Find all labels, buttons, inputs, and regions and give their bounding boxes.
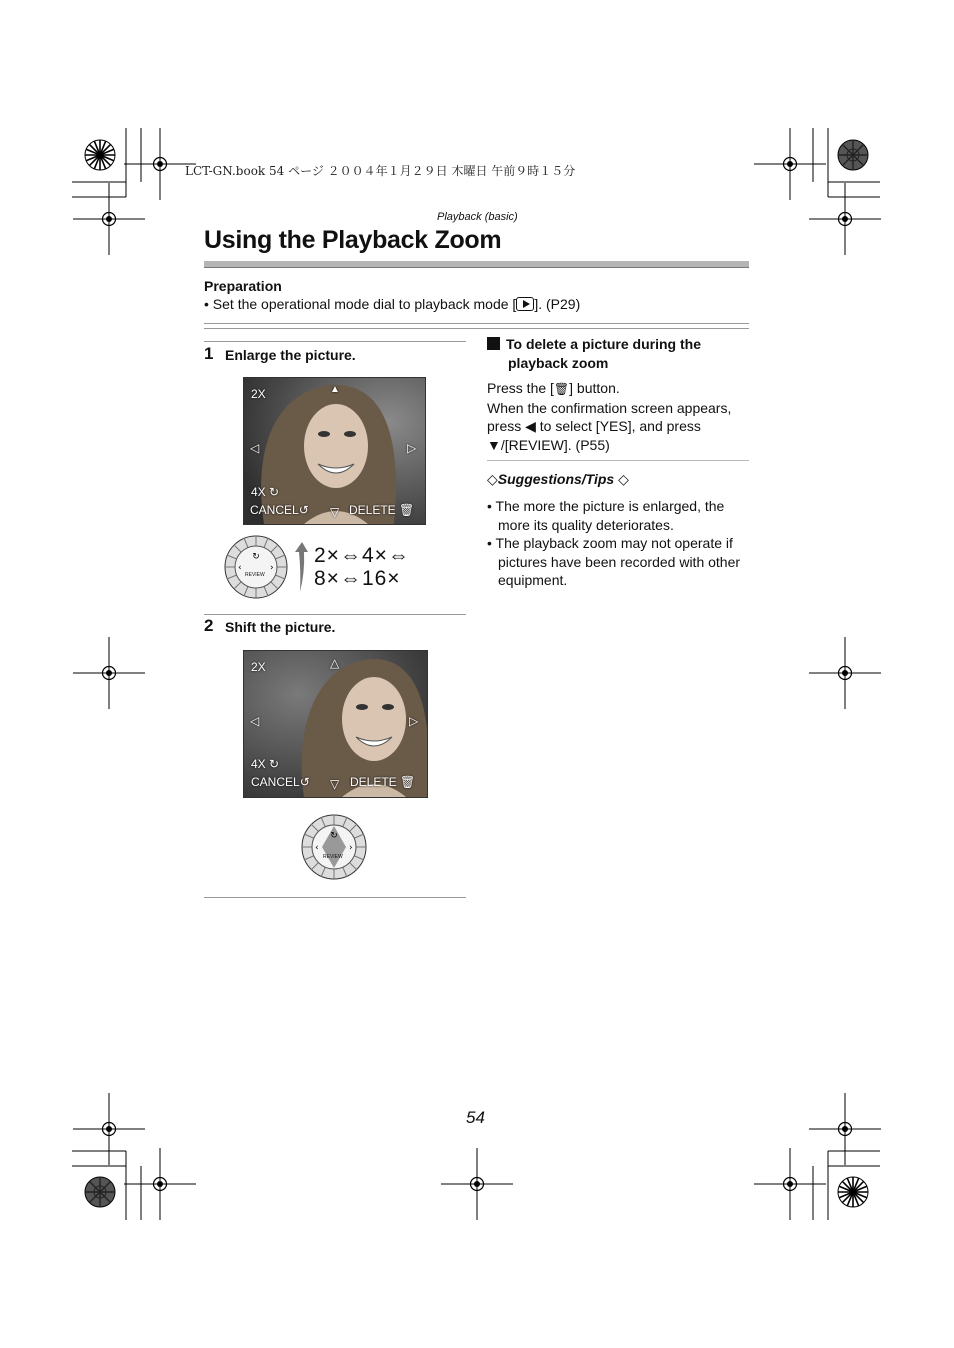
cancel-label — [251, 775, 310, 789]
delete-heading-line2: playback zoom — [508, 355, 609, 371]
step-number: 2 — [204, 616, 214, 635]
title-bar — [204, 261, 749, 268]
tips-list — [487, 497, 749, 590]
tip-item: • The more the picture is enlarged, the more its quality deteriorates. — [487, 498, 725, 533]
lcd-screen-shifted — [243, 650, 428, 798]
dial-review-label: REVIEW — [245, 572, 265, 578]
divider — [204, 328, 749, 329]
zoom-level: 2X — [251, 660, 266, 674]
arrow-left-icon: ◁ — [250, 441, 260, 455]
delete-label — [349, 503, 414, 517]
zoom-arrow-icon — [295, 542, 309, 592]
step-text: Enlarge the picture. — [225, 347, 356, 363]
delete-heading-line1 — [487, 335, 749, 354]
rotate-icon: ↺ — [298, 503, 309, 517]
svg-text:‹: ‹ — [315, 843, 319, 853]
svg-text:↻: ↻ — [330, 831, 338, 841]
preparation-text-after: ]. (P29) — [534, 296, 581, 312]
zoom-sequence-line2: 8×⇔16× — [314, 567, 401, 590]
svg-text:↻: ↻ — [252, 552, 260, 562]
arrow-right-icon: ▷ — [407, 441, 417, 455]
delete-line1-after: ] button. — [569, 380, 620, 396]
svg-text:›: › — [349, 843, 353, 853]
delete-line1-before: Press the [ — [487, 380, 554, 396]
tips-heading-text: Suggestions/Tips — [497, 471, 615, 487]
lower-zoom-level — [251, 485, 279, 499]
tips-heading — [487, 471, 629, 488]
delete-line3: press ◀ to select [YES], and press — [487, 418, 701, 434]
step-number: 1 — [204, 344, 214, 363]
lower-zoom-level — [251, 757, 279, 771]
preparation-text — [204, 296, 580, 312]
arrow-up-icon: ▲ — [330, 384, 340, 395]
svg-text:‹: ‹ — [238, 563, 242, 573]
arrow-left-icon: ◁ — [250, 714, 260, 728]
delete-text: DELETE — [349, 503, 396, 517]
page-title: Using the Playback Zoom — [204, 226, 502, 254]
step-text: Shift the picture. — [225, 619, 336, 635]
delete-heading — [487, 335, 749, 373]
lower-zoom-text: 4X — [251, 757, 266, 771]
arrow-down-icon: ▽ — [330, 505, 340, 519]
rotate-icon: ↺ — [299, 775, 310, 789]
printer-info-line: LCT-GN.book 54 ページ ２００４年１月２９日 木曜日 午前９時１５分 — [185, 164, 576, 178]
delete-line2: When the confirmation screen appears, — [487, 399, 732, 416]
delete-label — [350, 775, 415, 789]
trash-icon: 🗑 — [400, 775, 416, 789]
tip-item: • The playback zoom may not operate if pictures have been recorded with other equipment. — [487, 535, 741, 588]
delete-instructions — [487, 379, 749, 454]
preparation-text-before: • Set the operational mode dial to playback mode [ — [204, 296, 517, 312]
cancel-text: CANCEL — [251, 775, 300, 789]
arrow-right-icon: ▷ — [409, 714, 419, 728]
bullet-square-icon — [487, 337, 500, 350]
rotate-icon: ↻ — [269, 485, 280, 499]
cancel-label — [250, 503, 309, 517]
delete-line1 — [487, 379, 749, 399]
delete-line4: ▼/[REVIEW]. (P55) — [487, 436, 610, 453]
trash-icon: 🗑 — [553, 382, 570, 396]
step-divider — [204, 341, 466, 342]
dial-review-label: REVIEW — [323, 854, 343, 860]
divider — [204, 323, 749, 324]
diamond-icon: ◇ — [618, 471, 629, 487]
delete-heading-text: To delete a picture during the — [506, 336, 701, 352]
divider — [487, 460, 749, 461]
divider — [204, 897, 466, 898]
arrow-up-icon: △ — [330, 656, 340, 670]
preparation-heading: Preparation — [204, 278, 282, 294]
delete-text: DELETE — [350, 775, 397, 789]
playback-icon — [516, 297, 534, 311]
trash-icon: 🗑 — [399, 503, 415, 517]
section-label: Playback (basic) — [437, 211, 518, 223]
diamond-icon: ◇ — [487, 471, 498, 487]
zoom-level: 2X — [251, 387, 266, 401]
cancel-text: CANCEL — [250, 503, 299, 517]
svg-text:›: › — [270, 563, 274, 573]
dial-icon — [224, 535, 288, 599]
step-divider — [204, 614, 466, 615]
arrow-down-icon: ▽ — [330, 777, 340, 791]
lcd-screen-enlarged — [243, 377, 426, 525]
lower-zoom-text: 4X — [251, 485, 266, 499]
rotate-icon: ↻ — [269, 757, 280, 771]
dial-icon — [301, 814, 367, 880]
page-number: 54 — [466, 1108, 485, 1127]
zoom-sequence-line1: 2×⇔4×⇔ — [314, 544, 410, 567]
